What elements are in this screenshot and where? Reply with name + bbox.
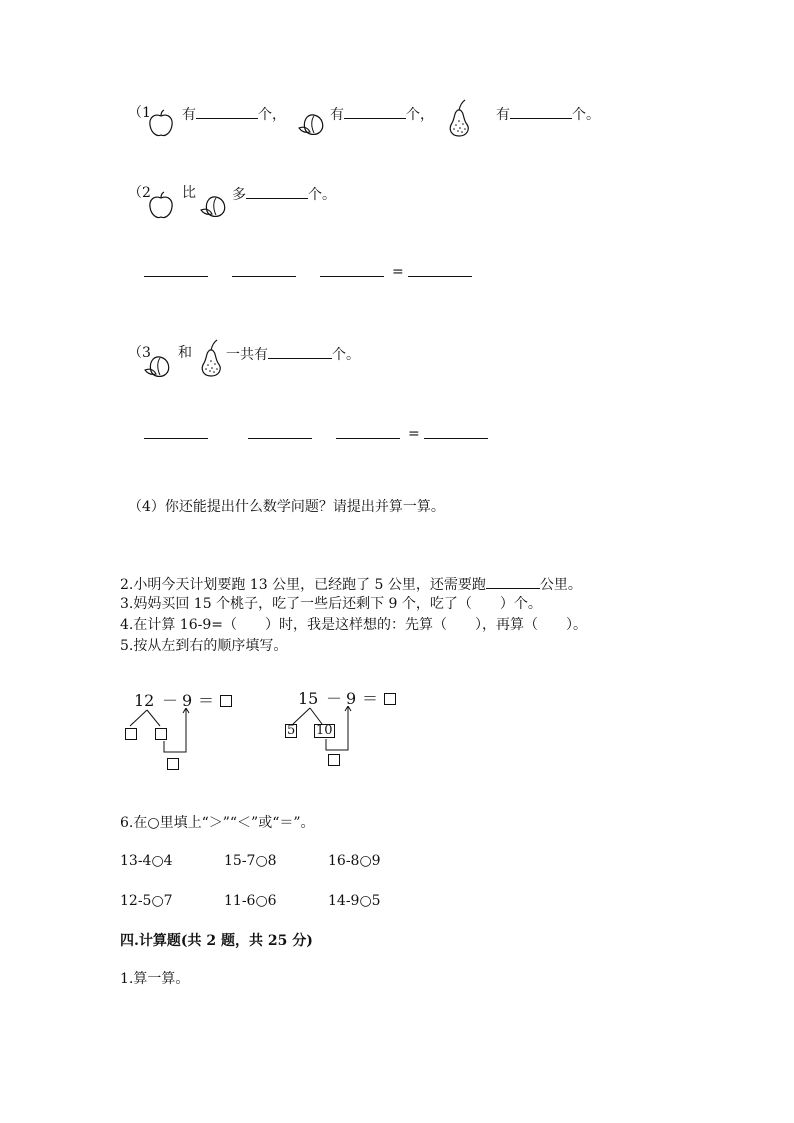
equation-blank[interactable] xyxy=(424,424,488,439)
diagram-right-eq: ＝ xyxy=(362,689,379,708)
comparison-item[interactable]: 12-5○7 xyxy=(120,893,173,909)
answer-blank[interactable] xyxy=(246,184,308,199)
apple-icon xyxy=(146,108,176,138)
answer-blank[interactable] xyxy=(344,104,406,119)
q1-part3-prefix: （3 xyxy=(128,345,151,361)
question-6-title: 6.在○里填上“＞”“＜”或“＝”。 xyxy=(120,815,315,831)
has-label: 有 xyxy=(496,107,510,123)
has-label: 有 xyxy=(182,107,196,123)
pear-icon xyxy=(444,98,474,138)
and-label: 和 xyxy=(178,345,192,361)
comparison-item[interactable]: 13-4○4 xyxy=(120,853,173,869)
diagram-right-b: 9 xyxy=(346,689,357,708)
equation-blank[interactable] xyxy=(248,424,312,439)
question-2 xyxy=(120,574,582,594)
equals-sign: = xyxy=(392,264,404,280)
equation-blank[interactable] xyxy=(144,262,208,277)
unit-label: 个。 xyxy=(308,187,336,203)
diagram-right-minus: － xyxy=(326,689,343,708)
diagram-left-eq: ＝ xyxy=(198,691,215,710)
equation-blank[interactable] xyxy=(320,262,384,277)
q1-part1-line xyxy=(182,104,286,124)
question-2-text: 2.小明今天计划要跑 13 公里，已经跑了 5 公里，还需要跑 xyxy=(120,577,486,593)
unit-label: 个， xyxy=(406,107,434,123)
total-label: 一共有 xyxy=(226,347,268,363)
peach-icon xyxy=(296,108,330,138)
answer-box[interactable] xyxy=(167,758,179,770)
q1-part1-line3 xyxy=(496,104,600,124)
question-5: 5.按从左到右的顺序填写。 xyxy=(120,638,288,654)
answer-box[interactable] xyxy=(328,754,340,766)
equation-blank[interactable] xyxy=(232,262,296,277)
q1-part4-text: （4）你还能提出什么数学问题？请提出并算一算。 xyxy=(128,499,445,515)
answer-blank[interactable] xyxy=(486,574,540,589)
q1-part2-line xyxy=(232,184,336,204)
equals-sign: = xyxy=(408,426,420,442)
answer-box[interactable] xyxy=(220,695,232,707)
diagram-left-a: 12 xyxy=(134,691,155,710)
unit-label: 个， xyxy=(258,107,286,123)
question-4: 4.在计算 16-9=（ ）时，我是这样想的：先算（ ），再算（ ）。 xyxy=(120,617,587,633)
comparison-item[interactable]: 15-7○8 xyxy=(224,853,277,869)
answer-box[interactable] xyxy=(155,728,167,740)
answer-blank[interactable] xyxy=(196,104,258,119)
equation-blank[interactable] xyxy=(408,262,472,277)
answer-blank[interactable] xyxy=(268,344,332,359)
has-label: 有 xyxy=(330,107,344,123)
diagram-right-a: 15 xyxy=(298,689,319,708)
question-3: 3.妈妈买回 15 个桃子，吃了一些后还剩下 9 个，吃了（ ）个。 xyxy=(120,596,542,612)
comparison-item[interactable]: 16-8○9 xyxy=(328,853,381,869)
equation-blank[interactable] xyxy=(336,424,400,439)
pear-icon xyxy=(196,338,226,378)
comparison-item[interactable]: 14-9○5 xyxy=(328,893,381,909)
q1-part1-prefix: （1 xyxy=(128,105,151,121)
unit-label: 个。 xyxy=(572,107,600,123)
answer-box[interactable] xyxy=(125,728,137,740)
section-heading: 四.计算题(共 2 题，共 25 分) xyxy=(120,933,313,949)
question-2-unit: 公里。 xyxy=(539,577,582,593)
diagram-left-b: 9 xyxy=(182,691,193,710)
equation-blank[interactable] xyxy=(144,424,208,439)
split-value-box: 10 xyxy=(316,723,333,738)
answer-blank[interactable] xyxy=(510,104,572,119)
apple-icon xyxy=(146,190,176,220)
section-item-1: 1.算一算。 xyxy=(120,971,190,987)
q1-part1-line2 xyxy=(330,104,434,124)
q1-part3-line xyxy=(226,344,360,364)
comparison-item[interactable]: 11-6○6 xyxy=(224,893,277,909)
peach-icon xyxy=(142,350,176,380)
unit-label: 个。 xyxy=(332,347,360,363)
than-label: 比 xyxy=(182,185,196,201)
answer-box[interactable] xyxy=(384,693,396,705)
more-label: 多 xyxy=(232,187,246,203)
q1-part2-prefix: （2 xyxy=(128,185,151,201)
diagram-left-minus: － xyxy=(162,691,179,710)
split-value-box: 5 xyxy=(287,723,296,738)
peach-icon xyxy=(198,190,232,220)
